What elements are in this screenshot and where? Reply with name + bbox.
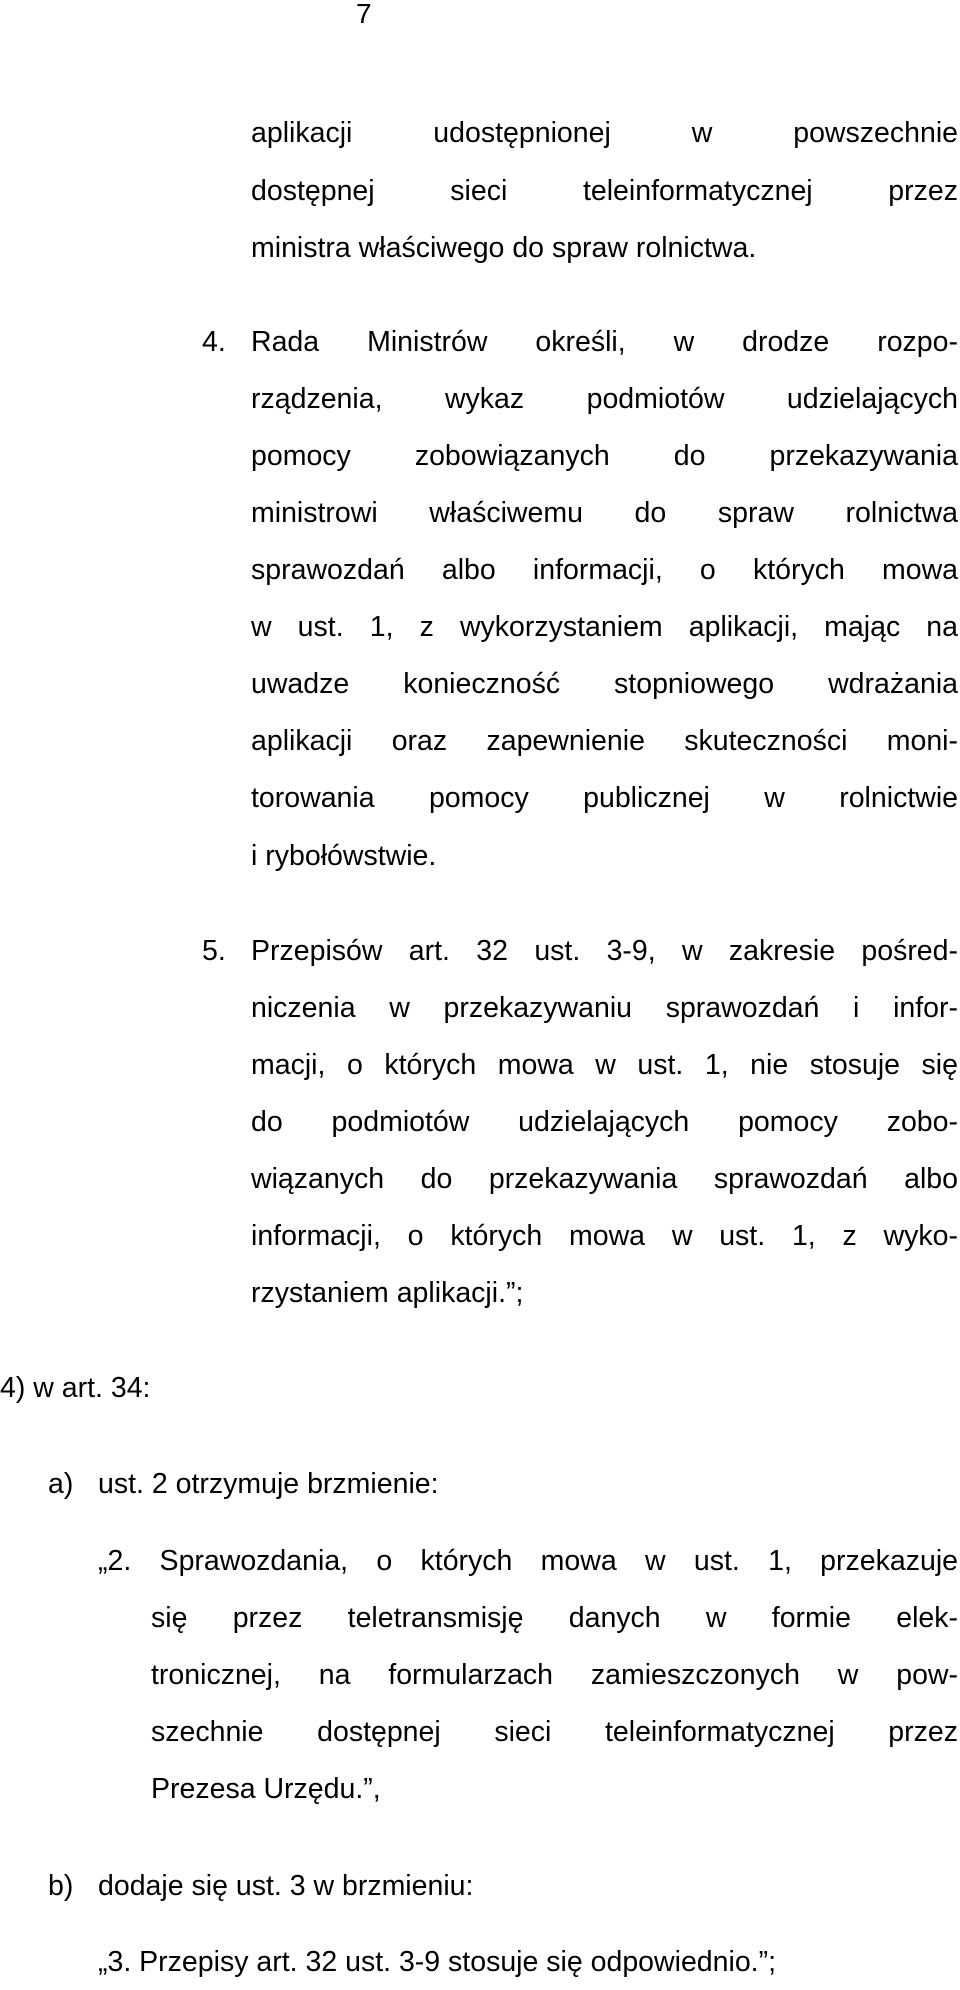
text-line: Przepisów art. 32 ust. 3-9, w zakresie pośred-: [251, 935, 958, 967]
text-line: macji, o których mowa w ust. 1, nie stosuje się: [251, 1049, 958, 1081]
text-line: rządzenia, wykaz podmiotów udzielających: [251, 383, 958, 415]
point-4-label: 4) w art. 34:: [0, 1372, 151, 1404]
text-line: uwadze konieczność stopniowego wdrażania: [251, 668, 958, 700]
subpoint-label: b): [48, 1870, 74, 1902]
text-line: ministra właściwego do spraw rolnictwa.: [251, 232, 757, 264]
page-number: 7: [356, 0, 372, 29]
text-line: i rybołówstwie.: [251, 840, 437, 872]
text-line: rzystaniem aplikacji.”;: [251, 1277, 524, 1309]
text-line: informacji, o których mowa w ust. 1, z wyko-: [251, 1220, 958, 1252]
text-line: „3. Przepisy art. 32 ust. 3-9 stosuje się odpowiednio.”;: [98, 1946, 777, 1978]
text-line: aplikacji udostępnionej w powszechnie: [251, 117, 958, 149]
text-line: tronicznej, na formularzach zamieszczonych w pow-: [151, 1659, 958, 1691]
text-line: sprawozdań albo informacji, o których mowa: [251, 554, 958, 586]
text-line: do podmiotów udzielających pomocy zobo-: [251, 1106, 958, 1138]
text-line: Rada Ministrów określi, w drodze rozpo-: [251, 326, 958, 358]
text-line: aplikacji oraz zapewnienie skuteczności moni-: [251, 725, 958, 757]
text-line: torowania pomocy publicznej w rolnictwie: [251, 782, 958, 814]
text-line: Prezesa Urzędu.”,: [151, 1773, 381, 1805]
text-line: wiązanych do przekazywania sprawozdań albo: [251, 1163, 958, 1195]
subpoint-label: a): [48, 1468, 74, 1500]
text-line: w ust. 1, z wykorzystaniem aplikacji, mając na: [251, 611, 958, 643]
subpoint-text: dodaje się ust. 3 w brzmieniu:: [98, 1870, 474, 1902]
paragraph-number: 4.: [202, 326, 226, 358]
text-line: dostępnej sieci teleinformatycznej przez: [251, 175, 958, 207]
text-line: niczenia w przekazywaniu sprawozdań i infor-: [251, 992, 958, 1024]
paragraph-number: 5.: [202, 935, 226, 967]
text-line: szechnie dostępnej sieci teleinformatycznej przez: [151, 1716, 958, 1748]
text-line: się przez teletransmisję danych w formie elek-: [151, 1602, 958, 1634]
text-line: „2. Sprawozdania, o których mowa w ust. 1, przekazuje: [98, 1545, 958, 1577]
subpoint-text: ust. 2 otrzymuje brzmienie:: [98, 1468, 439, 1500]
text-line: ministrowi właściwemu do spraw rolnictwa: [251, 497, 958, 529]
text-line: pomocy zobowiązanych do przekazywania: [251, 440, 958, 472]
